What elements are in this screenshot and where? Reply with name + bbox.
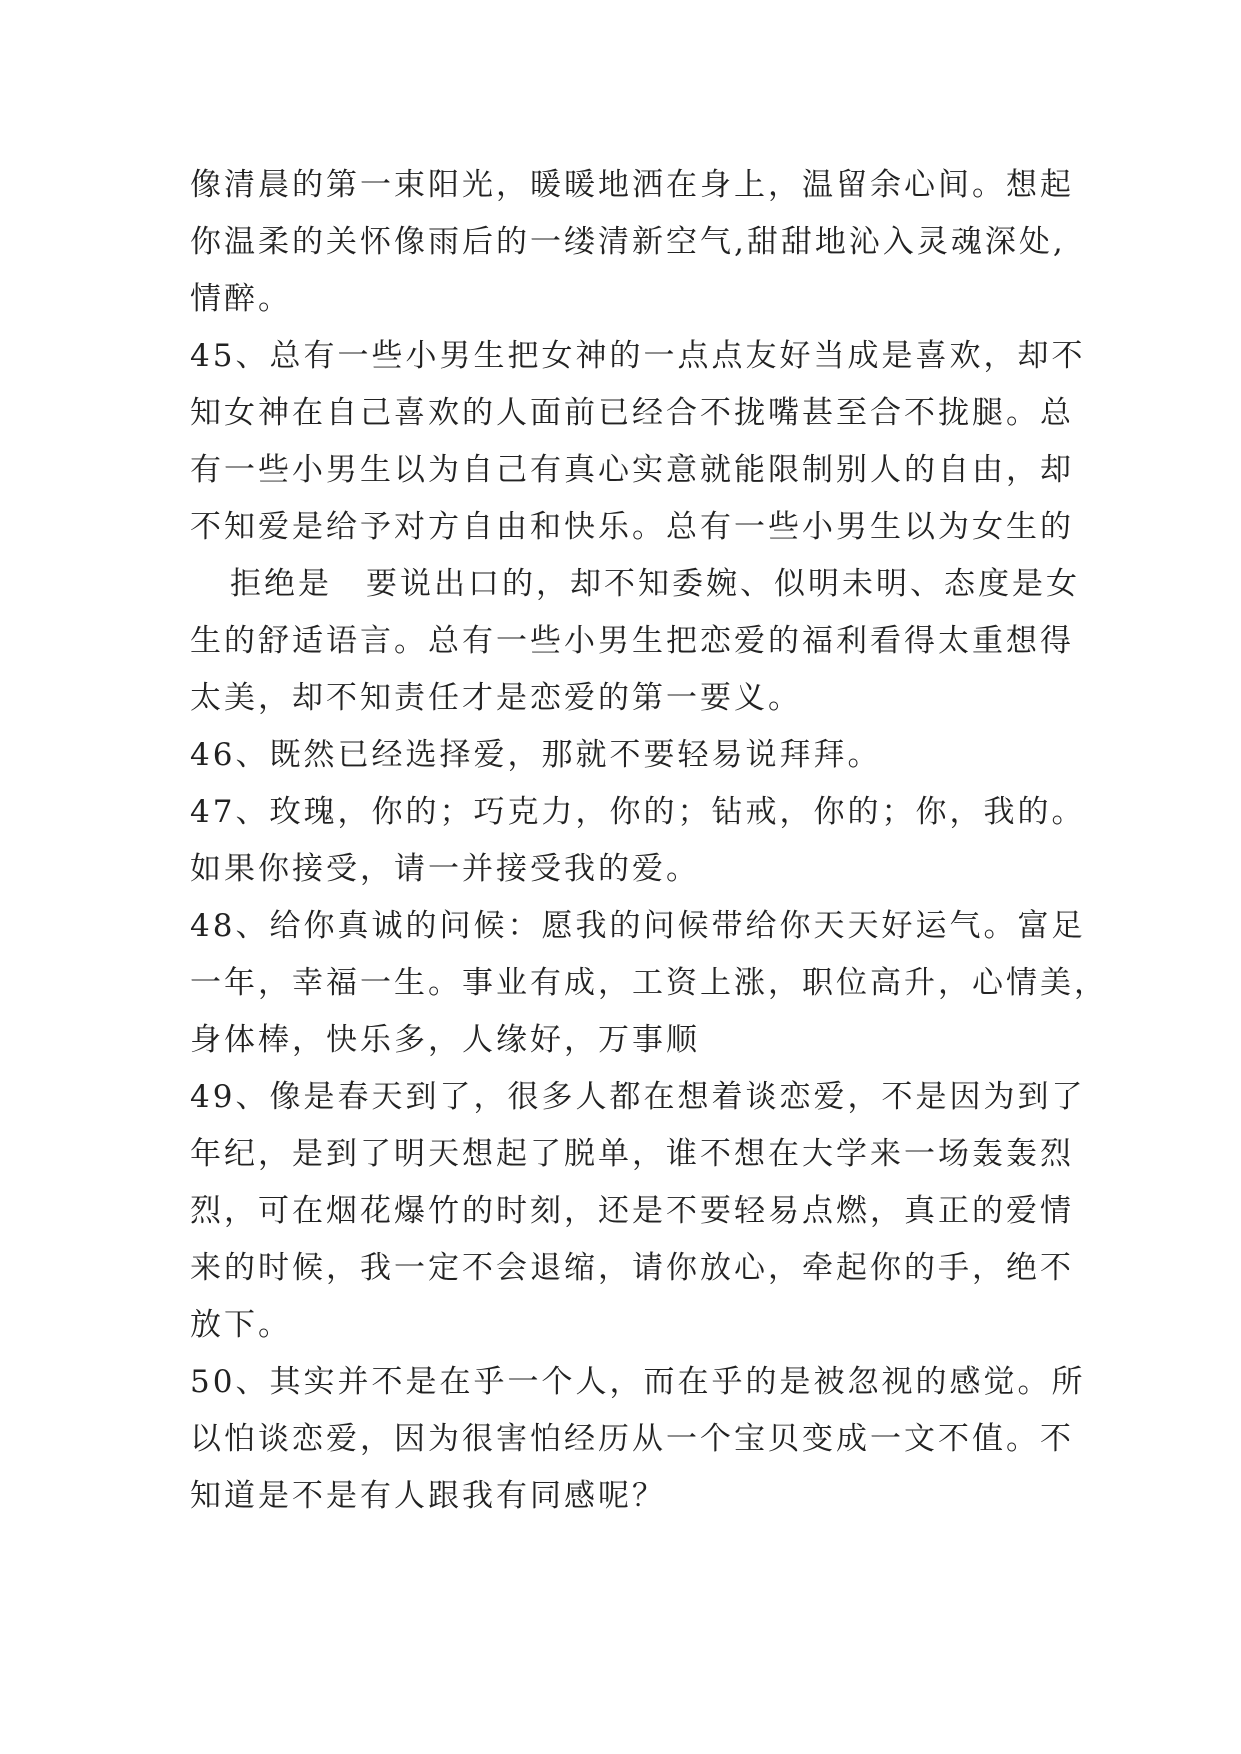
text-line: 如果你接受，请一并接受我的爱。	[190, 851, 700, 887]
text-line: 拒绝是 要说出口的，却不知委婉、似明未明、态度是女	[230, 566, 1080, 602]
text-line: 烈，可在烟花爆竹的时刻，还是不要轻易点燃，真正的爱情	[190, 1193, 1074, 1229]
text-line: 你温柔的关怀像雨后的一缕清新空气,甜甜地沁入灵魂深处,	[190, 224, 1066, 260]
text-line: 来的时候，我一定不会退缩，请你放心，牵起你的手，绝不	[190, 1250, 1074, 1286]
text-line: 50、其实并不是在乎一个人，而在乎的是被忽视的感觉。所	[190, 1364, 1086, 1400]
text-line: 知女神在自己喜欢的人面前已经合不拢嘴甚至合不拢腿。总	[190, 395, 1074, 431]
text-line: 48、给你真诚的问候：愿我的问候带给你天天好运气。富足	[190, 908, 1086, 944]
text-line: 45、总有一些小男生把女神的一点点友好当成是喜欢，却不	[190, 338, 1086, 374]
text-line: 有一些小男生以为自己有真心实意就能限制别人的自由，却	[190, 452, 1074, 488]
text-line: 情醉。	[190, 281, 292, 317]
text-line: 生的舒适语言。总有一些小男生把恋爱的福利看得太重想得	[190, 623, 1074, 659]
text-line: 46、既然已经选择爱，那就不要轻易说拜拜。	[190, 737, 882, 773]
text-line: 年纪，是到了明天想起了脱单，谁不想在大学来一场轰轰烈	[190, 1136, 1074, 1172]
text-line: 像清晨的第一束阳光，暖暖地洒在身上，温留余心间。想起	[190, 167, 1074, 203]
document-body	[190, 157, 1108, 1525]
text-line: 一年，幸福一生。事业有成，工资上涨，职位高升，心情美，	[190, 965, 1108, 1001]
text-line: 太美，却不知责任才是恋爱的第一要义。	[190, 680, 802, 716]
text-line: 不知爱是给予对方自由和快乐。总有一些小男生以为女生的	[190, 509, 1074, 545]
text-line: 47、玫瑰，你的；巧克力，你的；钻戒，你的；你，我的。	[190, 794, 1086, 830]
text-line: 以怕谈恋爱，因为很害怕经历从一个宝贝变成一文不值。不	[190, 1421, 1074, 1457]
text-line: 知道是不是有人跟我有同感呢？	[190, 1478, 666, 1514]
text-line: 身体棒，快乐多，人缘好，万事顺	[190, 1022, 700, 1058]
text-line: 放下。	[190, 1307, 292, 1343]
text-line: 49、像是春天到了，很多人都在想着谈恋爱，不是因为到了	[190, 1079, 1086, 1115]
